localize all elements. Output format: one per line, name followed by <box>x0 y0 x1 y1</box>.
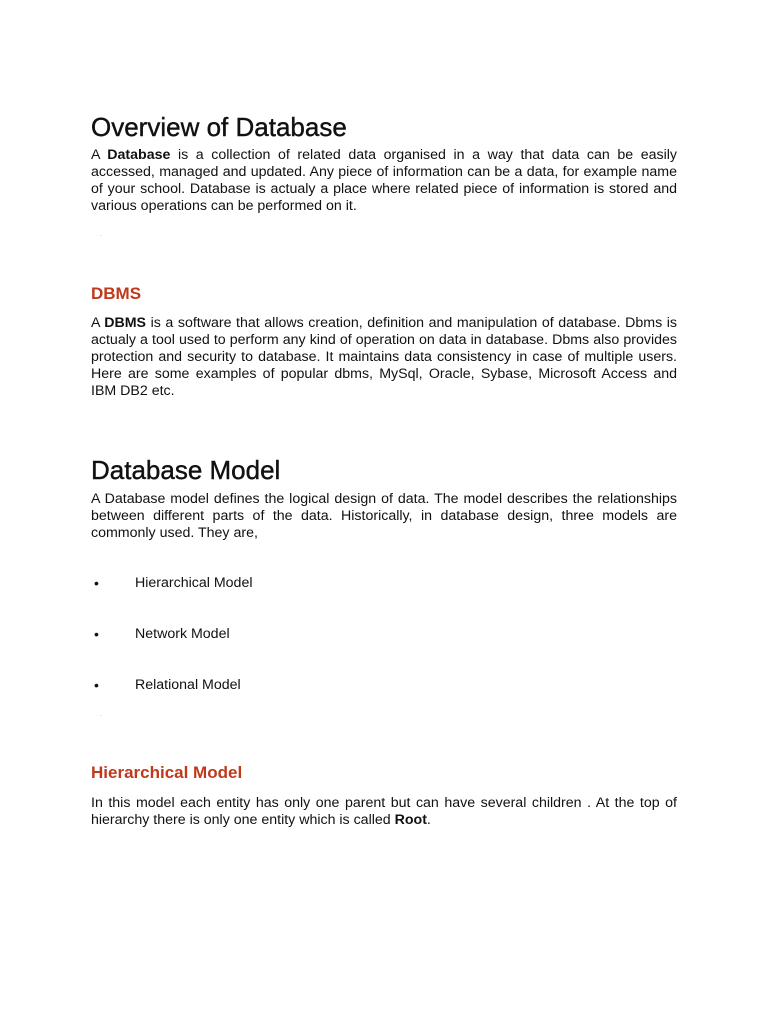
list-item <box>91 575 677 626</box>
overview-para-prefix: A <box>91 147 108 163</box>
model-label: Relational Model <box>135 677 241 693</box>
stray-mark: . <box>100 712 102 718</box>
dbms-bold-term: DBMS <box>104 315 147 331</box>
bullet-icon: • <box>94 677 99 693</box>
overview-para-rest: is a collection of related data organised in a way that data can be easily accessed, managed and updated. Any piece of information can be a data, for example name of your school. Database is actualy a place where related piece of information is stored and various operations can be performed on it. <box>91 147 678 214</box>
list-item <box>91 626 677 677</box>
hierarchical-para-end: . <box>426 812 431 828</box>
model-label: Network Model <box>135 626 230 642</box>
hierarchical-heading: Hierarchical Model <box>91 763 243 782</box>
list-item <box>91 677 677 728</box>
bullet-icon: • <box>94 626 99 642</box>
model-list <box>91 575 677 728</box>
model-label: Hierarchical Model <box>135 575 253 591</box>
hierarchical-para-text: In this model each entity has only one parent but can have several children . At the top of hierarchy there is only one entity which is called <box>91 795 677 828</box>
dbms-para-prefix: A <box>91 315 105 331</box>
hierarchical-paragraph <box>91 795 677 829</box>
overview-title: Overview of Database <box>91 112 347 142</box>
hierarchical-bold-term: Root <box>394 812 427 828</box>
dbms-paragraph <box>91 315 677 400</box>
database-model-paragraph: A Database model defines the logical design of data. The model describes the relationships between different parts of the data. Historically, in database design, three models are commonly used. They are, <box>91 491 677 541</box>
dbms-heading: DBMS <box>91 284 142 303</box>
bullet-icon: • <box>94 575 99 591</box>
dbms-para-rest: is a software that allows creation, definition and manipulation of database. Dbms is actualy a tool used to perform any kind of operation on data in database. Dbms also provides protection and security to database. It maintains data consistency in case of multiple users. Here are some examples of popular dbms, MySql, Oracle, Sybase, Microsoft Access and IBM DB2 etc. <box>91 315 678 399</box>
overview-bold-term: Database <box>107 147 171 163</box>
database-model-title: Database Model <box>91 455 281 485</box>
stray-mark: . <box>100 232 102 238</box>
overview-paragraph <box>91 147 677 215</box>
